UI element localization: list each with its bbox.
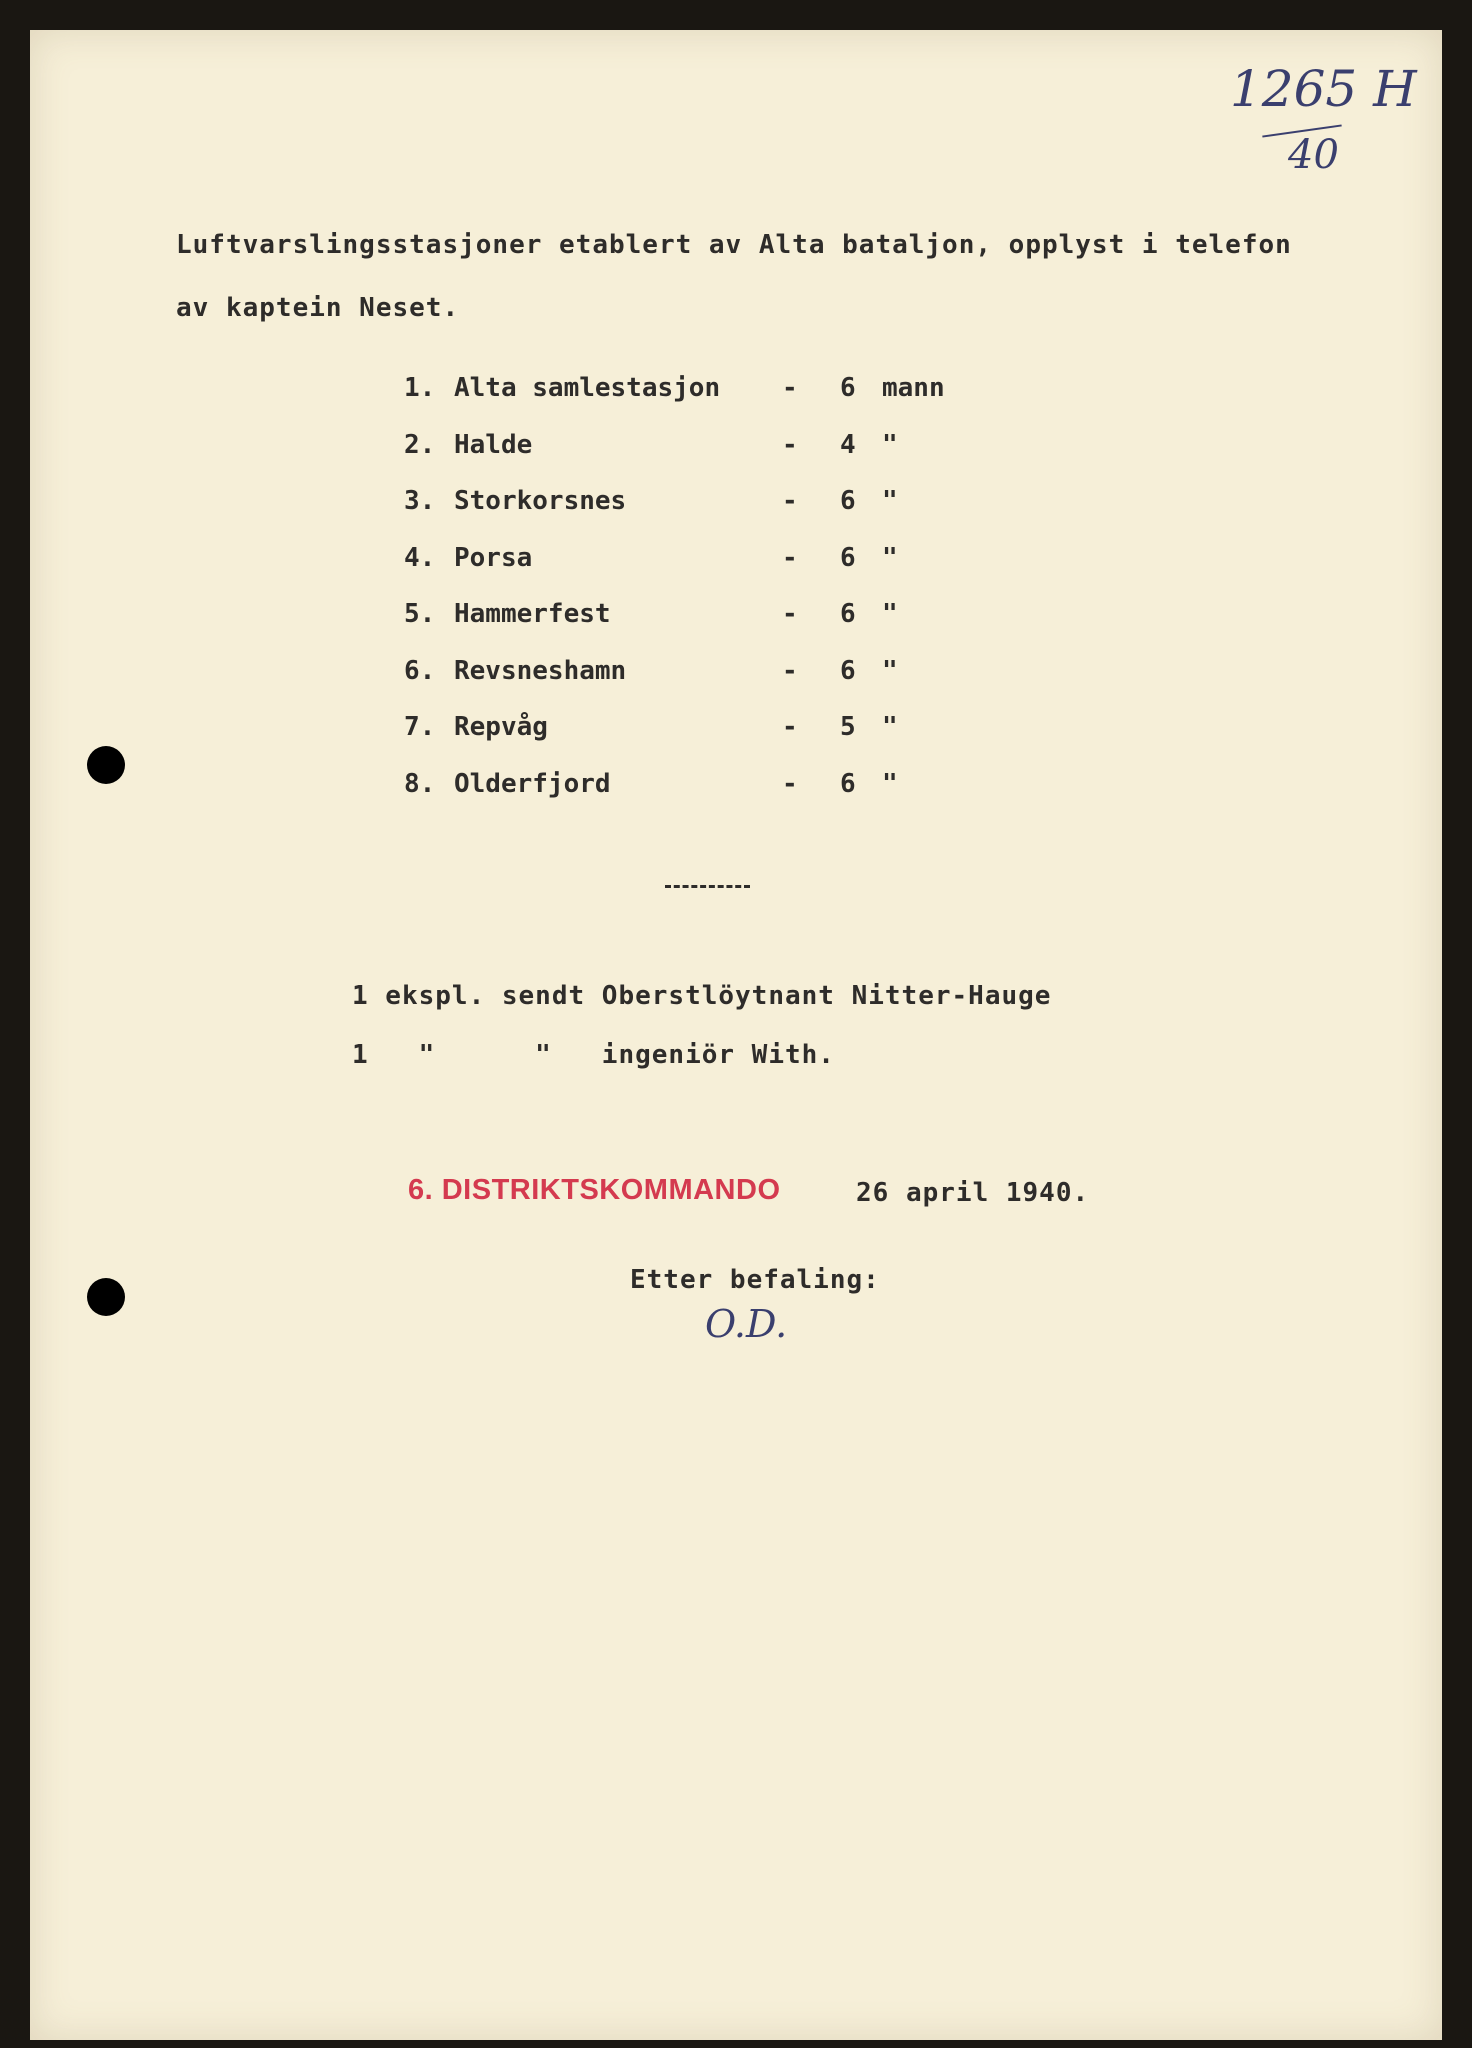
order-line: Etter befaling: <box>630 1265 880 1295</box>
station-unit: " <box>882 543 898 573</box>
archive-ref-top: 1265 H <box>1230 60 1417 118</box>
distribution-line-2: 1 " " ingeniör With. <box>352 1040 835 1070</box>
station-count: 6 <box>840 486 856 516</box>
station-number: 6. <box>404 656 436 686</box>
station-number: 2. <box>404 430 436 460</box>
station-dash: - <box>782 769 798 799</box>
station-dash: - <box>782 430 798 460</box>
separator <box>665 885 750 888</box>
station-name: Halde <box>454 430 533 460</box>
intro-line-2: av kaptein Neset. <box>176 293 460 323</box>
station-number: 1. <box>404 373 436 403</box>
command-stamp: 6. DISTRIKTSKOMMANDO <box>408 1174 781 1206</box>
station-count: 5 <box>840 712 856 742</box>
station-dash: - <box>782 373 798 403</box>
station-name: Olderfjord <box>454 769 611 799</box>
station-count: 6 <box>840 373 856 403</box>
station-unit: " <box>882 430 898 460</box>
station-unit: " <box>882 712 898 742</box>
station-dash: - <box>782 486 798 516</box>
station-unit: " <box>882 656 898 686</box>
archive-ref-bottom: 40 <box>1288 132 1339 178</box>
distribution-line-1: 1 ekspl. sendt Oberstlöytnant Nitter-Hauge <box>352 981 1052 1011</box>
punch-hole <box>87 1278 125 1316</box>
station-count: 6 <box>840 656 856 686</box>
station-unit: mann <box>882 373 945 403</box>
station-name: Hammerfest <box>454 599 611 629</box>
document-date: 26 april 1940. <box>856 1178 1090 1208</box>
station-count: 6 <box>840 543 856 573</box>
station-number: 5. <box>404 599 436 629</box>
station-unit: " <box>882 599 898 629</box>
station-count: 6 <box>840 769 856 799</box>
signature: O.D. <box>705 1302 788 1346</box>
intro-line-1: Luftvarslingsstasjoner etablert av Alta bataljon, opplyst i telefon <box>176 230 1292 260</box>
station-name: Repvåg <box>454 712 548 742</box>
station-number: 8. <box>404 769 436 799</box>
station-dash: - <box>782 712 798 742</box>
station-number: 7. <box>404 712 436 742</box>
station-unit: " <box>882 486 898 516</box>
station-name: Revsneshamn <box>454 656 627 686</box>
station-dash: - <box>782 656 798 686</box>
station-unit: " <box>882 769 898 799</box>
station-number: 4. <box>404 543 436 573</box>
station-count: 4 <box>840 430 856 460</box>
station-number: 3. <box>404 486 436 516</box>
station-dash: - <box>782 543 798 573</box>
station-name: Porsa <box>454 543 533 573</box>
station-count: 6 <box>840 599 856 629</box>
punch-hole <box>87 746 125 784</box>
station-name: Alta samlestasjon <box>454 373 721 403</box>
station-dash: - <box>782 599 798 629</box>
document-page <box>30 30 1442 2040</box>
station-name: Storkorsnes <box>454 486 627 516</box>
